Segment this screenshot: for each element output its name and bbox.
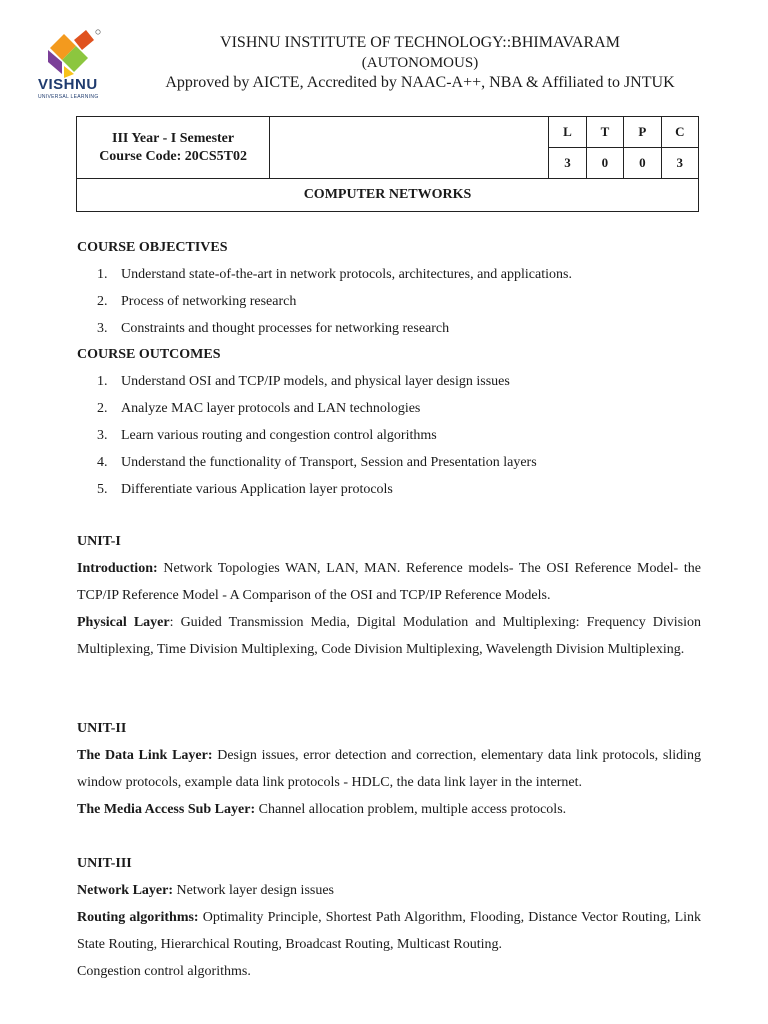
outcomes-heading: COURSE OUTCOMES <box>77 347 221 362</box>
autonomous-status: (AUTONOMOUS) <box>361 55 479 71</box>
list-item: 4. Understand the functionality of Transport, Session and Presentation layers <box>97 455 537 470</box>
ltpc-header-l: L <box>549 117 586 148</box>
course-code-cell <box>77 117 270 179</box>
blank-cell <box>270 117 549 179</box>
unit-2-mac: The Media Access Sub Layer: Channel allocation problem, multiple access protocols. <box>77 802 567 817</box>
ltpc-value-t: 0 <box>586 148 623 179</box>
list-item: 1. Understand OSI and TCP/IP models, and physical layer design issues <box>97 374 510 389</box>
unit-2-data-link: The Data Link Layer: Design issues, error detection and correction, elementary data link protocols, sliding window protocols, example data link protocols - HDLC, the data link layer in the internet. <box>77 748 701 790</box>
institute-name: VISHNU INSTITUTE OF TECHNOLOGY::BHIMAVARAM <box>220 34 620 51</box>
course-info-table <box>76 116 699 212</box>
accreditation-line: Approved by AICTE, Accredited by NAAC-A++, NBA & Affiliated to JNTUK <box>165 74 675 91</box>
ltpc-value-l: 3 <box>549 148 586 179</box>
list-item: 5. Differentiate various Application layer protocols <box>97 482 393 497</box>
ltpc-header-t: T <box>586 117 623 148</box>
outcomes-list <box>77 368 537 503</box>
ltpc-header-p: P <box>624 117 661 148</box>
physical-layer-label: Physical Layer <box>77 615 170 630</box>
unit-3-routing: Routing algorithms: Optimality Principle, Shortest Path Algorithm, Flooding, Distance Vector Routing, Link State Routing, Hierarchical Routing, Broadcast Routing, Multicast Routing. <box>77 910 702 952</box>
objectives-list <box>77 261 572 342</box>
routing-label: Routing algorithms: <box>77 910 199 925</box>
unit-1-title: UNIT-I <box>77 534 121 549</box>
list-item: 2. Analyze MAC layer protocols and LAN technologies <box>97 401 421 416</box>
unit-1-introduction: Introduction: Network Topologies WAN, LAN, MAN. Reference models- The OSI Reference Model- the TCP/IP Reference Model - A Comparison of the OSI and TCP/IP Reference Models. <box>77 561 701 603</box>
ltpc-header-c: C <box>661 117 698 148</box>
mac-label: The Media Access Sub Layer: <box>77 802 256 817</box>
ltpc-value-p: 0 <box>624 148 661 179</box>
objectives-heading: COURSE OBJECTIVES <box>77 240 228 255</box>
unit-3-congestion: Congestion control algorithms. <box>77 964 251 979</box>
list-item: 2. Process of networking research <box>97 294 297 309</box>
list-item: 1. Understand state-of-the-art in network protocols, architectures, and applications. <box>97 267 572 282</box>
intro-label: Introduction: <box>77 561 158 576</box>
course-title: COMPUTER NETWORKS <box>77 179 699 212</box>
ltpc-value-c: 3 <box>661 148 698 179</box>
unit-3-network-layer: Network Layer: Network layer design issues <box>77 883 334 898</box>
list-item: 3. Learn various routing and congestion control algorithms <box>97 428 437 443</box>
unit-1-physical-layer: Physical Layer: Guided Transmission Media, Digital Modulation and Multiplexing: Frequency Division Multiplexing, Time Division Multiplexing, Code Division Multiplexing, Wavelength Division Multiplexing. <box>77 615 701 657</box>
network-layer-label: Network Layer: <box>77 883 174 898</box>
unit-2-title: UNIT-II <box>77 721 127 736</box>
unit-3-title: UNIT-III <box>77 856 132 871</box>
logo-wordmark: VISHNU <box>38 76 98 93</box>
course-code: Course Code: 20CS5T02 <box>99 148 247 164</box>
data-link-label: The Data Link Layer: <box>77 748 213 763</box>
year-semester: III Year - I Semester <box>112 130 235 146</box>
logo-tagline: UNIVERSAL LEARNING <box>38 94 99 100</box>
list-item: 3. Constraints and thought processes for networking research <box>97 321 450 336</box>
